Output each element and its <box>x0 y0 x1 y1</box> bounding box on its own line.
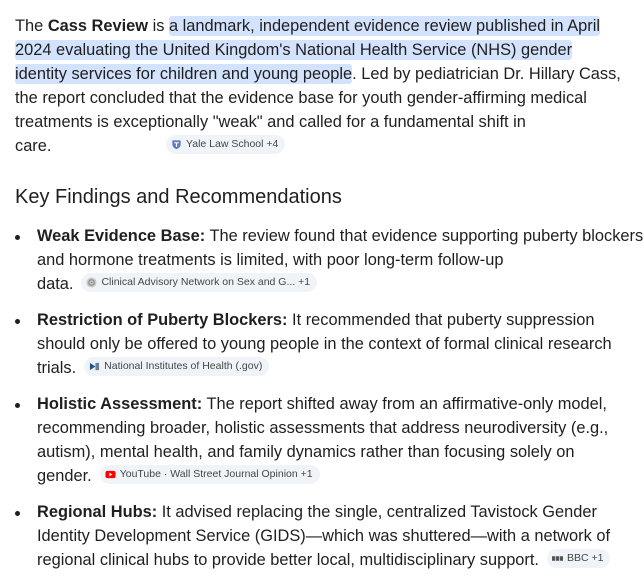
bullet-icon <box>15 511 20 516</box>
intro-line-2 <box>15 38 644 62</box>
source-chip-clinical-advisory[interactable]: Clinical Advisory Network on Sex and G... +1 <box>81 273 317 292</box>
source-chip-youtube[interactable]: YouTube · Wall Street Journal Opinion +1 <box>100 465 320 484</box>
intro-paragraph <box>15 14 644 158</box>
highlighted-text[interactable]: 2024 evaluating the United Kingdom's National Health Service (NHS) gender <box>15 41 573 59</box>
source-chip-nih[interactable]: National Institutes of Health (.gov) <box>84 357 269 376</box>
finding-title: Holistic Assessment: <box>37 395 203 413</box>
youtube-icon <box>105 469 116 480</box>
bullet-icon <box>15 403 20 408</box>
intro-line-6: care. Yale Law School +4 <box>15 134 644 158</box>
intro-line-3: identity services for children and young people. Led by pediatrician Dr. Hillary Cass, <box>15 65 621 83</box>
nih-logo-icon <box>89 361 100 372</box>
finding-title: Restriction of Puberty Blockers: <box>37 311 288 329</box>
source-chip-yale[interactable]: Yale Law School +4 <box>166 135 285 154</box>
finding-title: Weak Evidence Base: <box>37 227 206 245</box>
finding-title: Regional Hubs: <box>37 503 158 521</box>
highlighted-text[interactable]: a landmark, independent evidence review published in April <box>169 17 600 35</box>
intro-line-5: treatments is exceptionally "weak" and called for a fundamental shift in <box>15 113 526 131</box>
bbc-logo-icon <box>552 553 563 564</box>
highlighted-text[interactable]: identity services for children and young people <box>15 65 353 83</box>
network-logo-icon <box>86 277 97 288</box>
bullet-icon <box>15 319 20 324</box>
bullet-icon <box>15 235 20 240</box>
subject-name: Cass Review <box>47 17 149 35</box>
intro-line-4: the report concluded that the evidence base for youth gender-affirming medical <box>15 89 587 107</box>
yale-shield-icon <box>171 139 182 150</box>
intro-line-1: The Cass Review is a landmark, independent evidence review published in April <box>15 17 600 35</box>
source-chip-bbc[interactable]: BBC +1 <box>547 549 610 568</box>
section-heading: Key Findings and Recommendations <box>15 186 342 208</box>
